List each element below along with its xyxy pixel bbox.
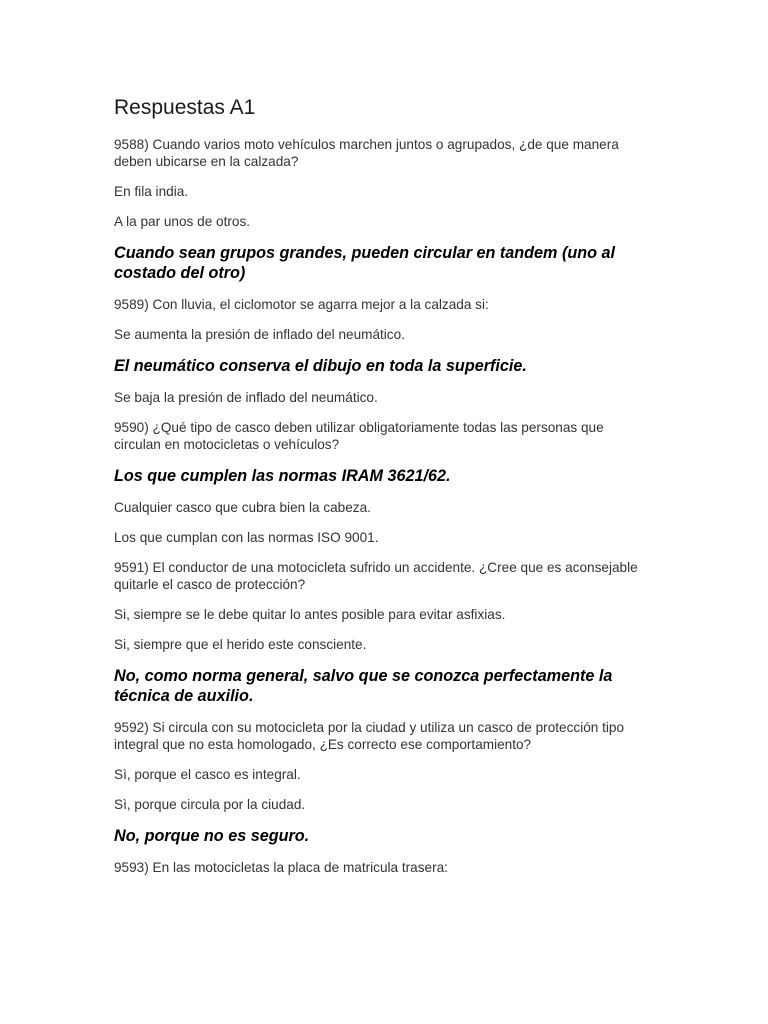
question-9591: 9591) El conductor de una motocicleta sufrido un accidente. ¿Cree que es aconsejable quitarle el casco de protección? (114, 560, 638, 592)
question-9590: 9590) ¿Qué tipo de casco deben utilizar obligatoriamente todas las personas que circulan en motocicletas o vehículos? (114, 420, 604, 452)
option-9592-a: Sì, porque el casco es integral. (114, 767, 301, 782)
answer-9589: El neumático conserva el dibujo en toda la superficie. (114, 357, 527, 375)
option-9589-a: Se aumenta la presión de inflado del neumático. (114, 327, 405, 342)
question-9592: 9592) Si circula con su motocicleta por la ciudad y utiliza un casco de protección tipo integral que no esta homologado, ¿Es correcto ese comportamiento? (114, 720, 625, 752)
document-title: Respuestas A1 (114, 96, 256, 119)
option-9591-b: Si, siempre que el herido este consciente. (114, 637, 367, 652)
option-9592-b: Sì, porque circula por la ciudad. (114, 797, 306, 812)
answer-9591: No, como norma general, salvo que se conozca perfectamente la técnica de auxilio. (114, 667, 613, 705)
question-9588: 9588) Cuando varios moto vehículos marchen juntos o agrupados, ¿de que manera deben ubicarse en la calzada? (114, 137, 619, 169)
option-9590-c: Los que cumplan con las normas ISO 9001. (114, 530, 379, 545)
option-9590-b: Cualquier casco que cubra bien la cabeza. (114, 500, 371, 515)
option-9591-a: Si, siempre se le debe quitar lo antes posible para evitar asfixias. (114, 607, 506, 622)
answer-9592: No, porque no es seguro. (114, 827, 310, 845)
question-9589: 9589) Con lluvia, el ciclomotor se agarra mejor a la calzada si: (114, 297, 489, 312)
option-9588-a: En fila india. (114, 184, 189, 199)
answer-9588: Cuando sean grupos grandes, pueden circular en tandem (uno al costado del otro) (114, 244, 615, 282)
option-9589-c: Se baja la presión de inflado del neumático. (114, 390, 378, 405)
question-9593: 9593) En las motocicletas la placa de matricula trasera: (114, 860, 448, 875)
answer-9590: Los que cumplen las normas IRAM 3621/62. (114, 467, 451, 485)
option-9588-b: A la par unos de otros. (114, 214, 251, 229)
document-page (114, 94, 654, 889)
